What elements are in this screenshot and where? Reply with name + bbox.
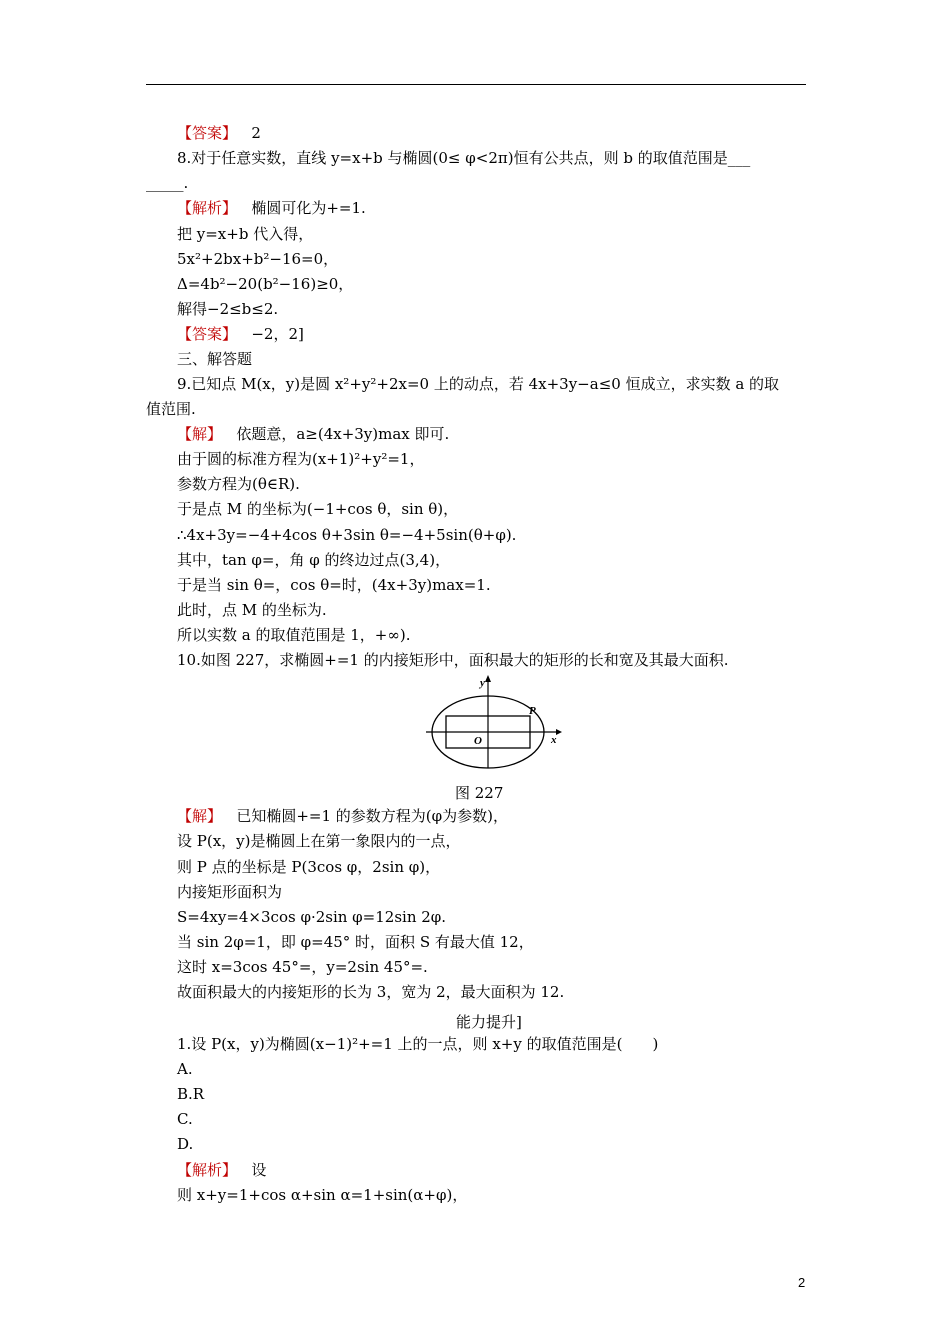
solution-line: 这时 x=3cos 45°=，y=2sin 45°=.: [177, 958, 428, 976]
x-arrow-icon: [556, 729, 562, 735]
solution-line: Δ=4b²−20(b²−16)≥0，: [177, 275, 354, 293]
analysis-text: 椭圆可化为+=1.: [251, 199, 366, 217]
answer-line-8: [177, 325, 304, 343]
option-b: B.R: [177, 1085, 205, 1103]
solution-line: 5x²+2bx+b²−16=0，: [177, 250, 339, 268]
solution-line: 内接矩形面积为: [177, 883, 283, 901]
problem-8-line-2: _____.: [146, 174, 189, 192]
analysis-tag: 【解析】: [177, 1161, 238, 1179]
y-arrow-icon: [485, 675, 491, 682]
solution-line: 当 sin 2φ=1，即 φ=45° 时，面积 S 有最大值 12，: [177, 933, 534, 951]
analysis-tag: 【解析】: [177, 199, 238, 217]
label-p: P: [529, 705, 536, 717]
problem-10-line: 10.如图 227，求椭圆+=1 的内接矩形中，面积最大的矩形的长和宽及其最大面积.: [177, 651, 729, 669]
analysis-line: [177, 199, 366, 217]
solution-line: S=4xy=4×3cos φ·2sin φ=12sin 2φ.: [177, 908, 447, 926]
solution-line: 于是当 sin θ=，cos θ=时，(4x+3y)max=1.: [177, 576, 491, 594]
solution-line: 设 P(x，y)是椭圆上在第一象限内的一点，: [177, 832, 461, 850]
option-c: C.: [177, 1110, 193, 1128]
option-a: A.: [177, 1060, 193, 1078]
problem-8-line-1: 8.对于任意实数，直线 y=x+b 与椭圆(0≤ φ<2π)恒有公共点，则 b 的取值范围是___: [177, 149, 751, 167]
section-heading: 三、解答题: [177, 350, 253, 368]
label-o: O: [474, 735, 482, 747]
solution-line: 解得−2≤b≤2.: [177, 300, 279, 318]
solution-text: 已知椭圆+=1 的参数方程为(φ为参数)，: [236, 807, 508, 825]
label-x: x: [551, 734, 557, 746]
solution-line: 此时，点 M 的坐标为.: [177, 601, 327, 619]
label-y: y: [480, 677, 485, 689]
figure-caption: 图 227: [455, 784, 504, 802]
solution-line: 所以实数 a 的取值范围是 1，+∞).: [177, 626, 411, 644]
solution-text: 依题意，a≥(4x+3y)max 即可.: [236, 425, 450, 443]
answer-tag: 【答案】: [177, 124, 238, 142]
solution-9-line: [177, 425, 449, 443]
solution-line: 参数方程为(θ∈R).: [177, 475, 300, 493]
solution-line: 把 y=x+b 代入得，: [177, 225, 314, 243]
solution-line: 其中，tan φ=，角 φ 的终边过点(3,4)，: [177, 551, 451, 569]
question-1-line: 1.设 P(x，y)为椭圆(x−1)²+=1 上的一点，则 x+y 的取值范围是( ): [177, 1035, 659, 1053]
answer-line-7: [177, 124, 261, 142]
ellipse-figure: [422, 674, 562, 770]
solution-line: ∴4x+3y=−4+4cos θ+3sin θ=−4+5sin(θ+φ).: [177, 526, 517, 544]
header-rule: [146, 84, 806, 85]
page-number: 2: [798, 1275, 806, 1290]
solution-line: 则 x+y=1+cos α+sin α=1+sin(α+φ)，: [177, 1186, 468, 1204]
section-heading-ability: 能力提升]: [456, 1013, 522, 1031]
answer-tag: 【答案】: [177, 325, 238, 343]
solution-line: 于是点 M 的坐标为(−1+cos θ，sin θ)，: [177, 500, 459, 518]
problem-9-line-2: 值范围.: [146, 400, 196, 418]
solution-line: 则 P 点的坐标是 P(3cos φ，2sin φ)，: [177, 858, 441, 876]
solution-tag: 【解】: [177, 425, 223, 443]
solution-tag: 【解】: [177, 807, 223, 825]
problem-9-line-1: 9.已知点 M(x，y)是圆 x²+y²+2x=0 上的动点，若 4x+3y−a≤0 恒成立，求实数 a 的取: [177, 375, 780, 393]
answer-text: −2，2]: [251, 325, 304, 343]
analysis-line-q1: [177, 1161, 266, 1179]
solution-line: 由于圆的标准方程为(x+1)²+y²=1，: [177, 450, 425, 468]
analysis-text: 设: [251, 1161, 267, 1179]
answer-text: 2: [251, 124, 261, 142]
solution-10-line: [177, 807, 508, 825]
solution-line: 故面积最大的内接矩形的长为 3，宽为 2，最大面积为 12.: [177, 983, 565, 1001]
option-d: D.: [177, 1135, 194, 1153]
